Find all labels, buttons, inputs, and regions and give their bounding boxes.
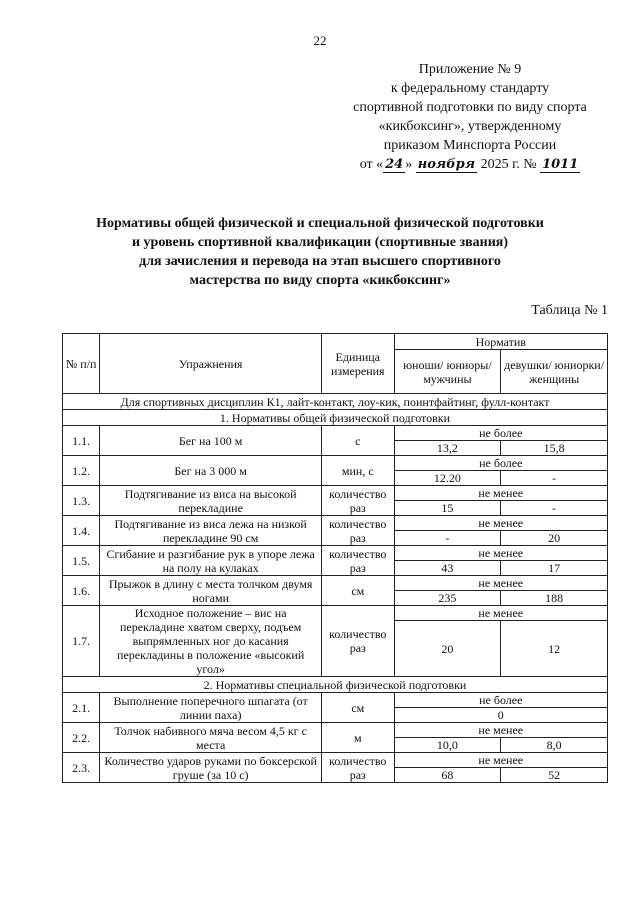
row-num: 1.1. [63, 426, 100, 456]
row-num: 1.7. [63, 606, 100, 677]
row-female-value: 15,8 [501, 441, 608, 456]
row-female-value: 12 [501, 621, 608, 677]
row-condition: не менее [394, 486, 607, 501]
appendix-line-5: приказом Минспорта России [383, 138, 557, 153]
row-num: 2.1. [63, 693, 100, 723]
appendix-line-2: к федеральному стандарту [390, 81, 550, 96]
date-prefix: от « [359, 157, 384, 172]
row-exercise: Толчок набивного мяча весом 4,5 кг с места [100, 723, 322, 753]
row-female-value: 20 [501, 531, 608, 546]
row-exercise: Бег на 3 000 м [100, 456, 322, 486]
row-female-value: - [501, 501, 608, 516]
appendix-line-3: спортивной подготовки по виду спорта [353, 100, 587, 115]
row-exercise: Прыжок в длину с места толчком двумя ногами [100, 576, 322, 606]
row-exercise: Сгибание и разгибание рук в упоре лежа на полу на кулаках [100, 546, 322, 576]
row-male-value: 235 [394, 591, 501, 606]
row-num: 1.2. [63, 456, 100, 486]
row-unit: количество раз [322, 546, 395, 576]
table-row [63, 516, 608, 531]
row-condition: не менее [394, 546, 607, 561]
table-label: Таблица № 1 [531, 303, 608, 318]
table-row [63, 723, 608, 738]
date-mid: » [405, 157, 413, 172]
row-male-value: 12.20 [394, 471, 501, 486]
order-number: 1011 [542, 157, 579, 172]
row-unit: мин, с [322, 456, 395, 486]
header-exercise: Упражнения [100, 334, 322, 394]
heading-line-4: мастерства по виду спорта «кикбоксинг» [189, 273, 451, 288]
table-row [63, 606, 608, 621]
row-condition: не менее [394, 576, 607, 591]
row-unit: см [322, 576, 395, 606]
table-row [63, 546, 608, 561]
row-condition: не менее [394, 516, 607, 531]
page-number: 22 [313, 33, 327, 48]
heading-line-3: для зачисления и перевода на этап высшего спортивного [139, 254, 501, 269]
appendix-block [300, 60, 640, 174]
row-condition: не менее [394, 723, 607, 738]
row-num: 1.3. [63, 486, 100, 516]
date-month: ноября [417, 157, 476, 172]
row-common-value: 0 [394, 708, 607, 723]
row-male-value: 10,0 [394, 738, 501, 753]
row-unit: количество раз [322, 516, 395, 546]
row-female-value: 8,0 [501, 738, 608, 753]
appendix-line-4: «кикбоксинг», утвержденному [378, 119, 562, 134]
date-year: 2025 г. № [480, 157, 537, 172]
row-unit: количество раз [322, 486, 395, 516]
row-condition: не более [394, 456, 607, 471]
section-1-row [63, 410, 608, 426]
header-unit: Единица измерения [322, 334, 395, 394]
table-row [63, 753, 608, 768]
row-female-value: 17 [501, 561, 608, 576]
row-num: 1.6. [63, 576, 100, 606]
row-num: 1.4. [63, 516, 100, 546]
row-female-value: 52 [501, 768, 608, 783]
section-2-row [63, 677, 608, 693]
heading-line-1: Нормативы общей физической и специальной физической подготовки [96, 216, 544, 231]
row-male-value: 68 [394, 768, 501, 783]
date-day: 24 [385, 157, 404, 172]
disciplines-row [63, 394, 608, 410]
row-female-value: - [501, 471, 608, 486]
row-unit: количество раз [322, 606, 395, 677]
norms-table [62, 333, 608, 783]
row-female-value: 188 [501, 591, 608, 606]
row-condition: не менее [394, 606, 607, 621]
row-male-value: 15 [394, 501, 501, 516]
section-2-title: 2. Нормативы специальной физической подготовки [63, 677, 608, 693]
header-male: юноши/ юниоры/ мужчины [394, 350, 501, 394]
row-exercise: Количество ударов руками по боксерской груше (за 10 с) [100, 753, 322, 783]
heading-line-2: и уровень спортивной квалификации (спортивные звания) [131, 235, 509, 250]
row-exercise: Бег на 100 м [100, 426, 322, 456]
row-male-value: 43 [394, 561, 501, 576]
row-male-value: 13,2 [394, 441, 501, 456]
table-row [63, 456, 608, 471]
document-heading [0, 214, 640, 290]
appendix-title: Приложение № 9 [418, 62, 522, 77]
row-exercise: Выполнение поперечного шпагата (от линии паха) [100, 693, 322, 723]
header-row [63, 334, 608, 350]
row-exercise: Подтягивание из виса на высокой перекладине [100, 486, 322, 516]
row-male-value: 20 [394, 621, 501, 677]
appendix-date-line [300, 155, 640, 174]
row-condition: не менее [394, 753, 607, 768]
section-1-title: 1. Нормативы общей физической подготовки [63, 410, 608, 426]
table-row [63, 426, 608, 441]
row-unit: количество раз [322, 753, 395, 783]
row-num: 1.5. [63, 546, 100, 576]
header-female: девушки/ юниорки/ женщины [501, 350, 608, 394]
table-row [63, 576, 608, 591]
row-unit: см [322, 693, 395, 723]
table-row [63, 693, 608, 708]
header-norm: Норматив [394, 334, 607, 350]
table-row [63, 486, 608, 501]
row-exercise: Исходное положение – вис на перекладине хватом сверху, подъем выпрямленных ног до касания перекладины в положение «высокий угол» [100, 606, 322, 677]
disciplines-text: Для спортивных дисциплин К1, лайт-контакт, лоу-кик, поинтфайтинг, фулл-контакт [63, 394, 608, 410]
row-male-value: - [394, 531, 501, 546]
row-num: 2.2. [63, 723, 100, 753]
row-unit: с [322, 426, 395, 456]
row-num: 2.3. [63, 753, 100, 783]
row-unit: м [322, 723, 395, 753]
row-condition: не более [394, 426, 607, 441]
header-num: № п/п [63, 334, 100, 394]
row-exercise: Подтягивание из виса лежа на низкой перекладине 90 см [100, 516, 322, 546]
row-condition: не более [394, 693, 607, 708]
